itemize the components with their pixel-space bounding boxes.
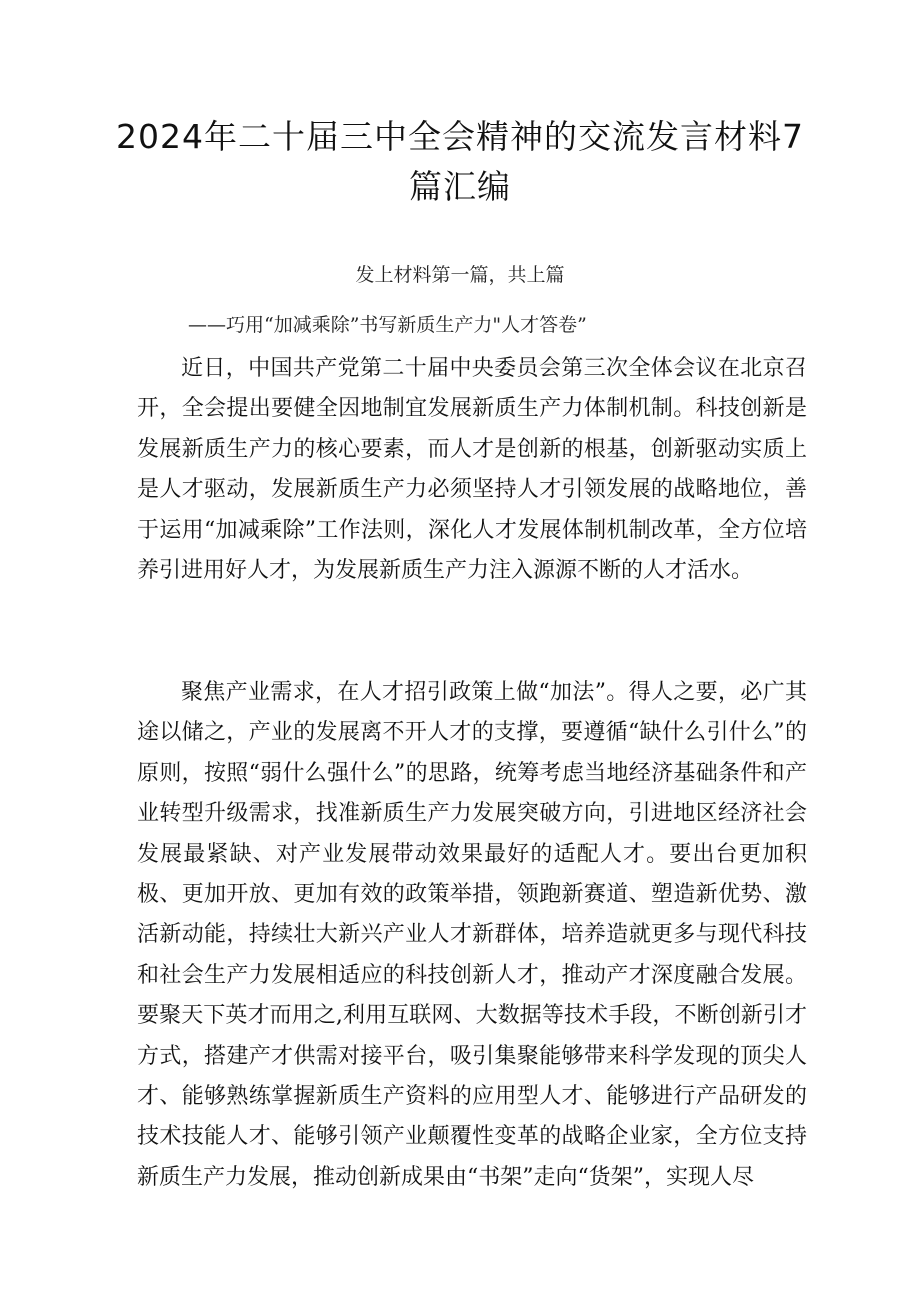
body-paragraph: 聚焦产业需求，在人才招引政策上做“加法”。得人之要，必广其途以储之，产业的发展离不开人才的支撑，要遵循“缺什么引什么”的原则，按照“弱什么强什么”的思路，统筹考虑当地经济基础条件和产业转型升级需求，找准新质生产力发展突破方向，引进地区经济社会发展最紧缺、对产业发展带动效果最好的适配人才。要出台更加积极、更加开放、更加有效的政策举措，领跑新赛道、塑造新优势、激活新动能，持续壮大新兴产业人才新群体，培养造就更多与现代科技和社会生产力发展相适应的科技创新人才，推动产才深度融合发展。要聚天下英才而用之,利用互联网、大数据等技术手段，不断创新引才方式，搭建产才供需对接平台，吸引集聚能够带来科学发现的顶尖人才、能够熟练掌握新质生产资料的应用型人才、能够进行产品研发的技术技能人才、能够引领产业颠覆性变革的战略企业家，全方位支持新质生产力发展，推动创新成果由“书架”走向“货架”，实现人尽: [137, 680, 807, 1190]
document-title: 2024年二十届三中全会精神的交流发言材料7篇汇编: [116, 117, 804, 206]
section-heading: 发上材料第一篇，共上篇: [355, 264, 565, 286]
body-paragraph: 近日，中国共产党第二十届中央委员会第三次全体会议在北京召开，全会提出要健全因地制宜发展新质生产力体制机制。科技创新是发展新质生产力的核心要素，而人才是创新的根基，创新驱动实质上是人才驱动，发展新质生产力必须坚持人才引领发展的战略地位，善于运用“加减乘除”工作法则，深化人才发展体制机制改革，全方位培养引进用好人才，为发展新质生产力注入源源不断的人才活水。: [137, 356, 807, 584]
section-subtitle: ——巧用“加减乘除”书写新质生产力"人才答卷”: [188, 314, 587, 336]
